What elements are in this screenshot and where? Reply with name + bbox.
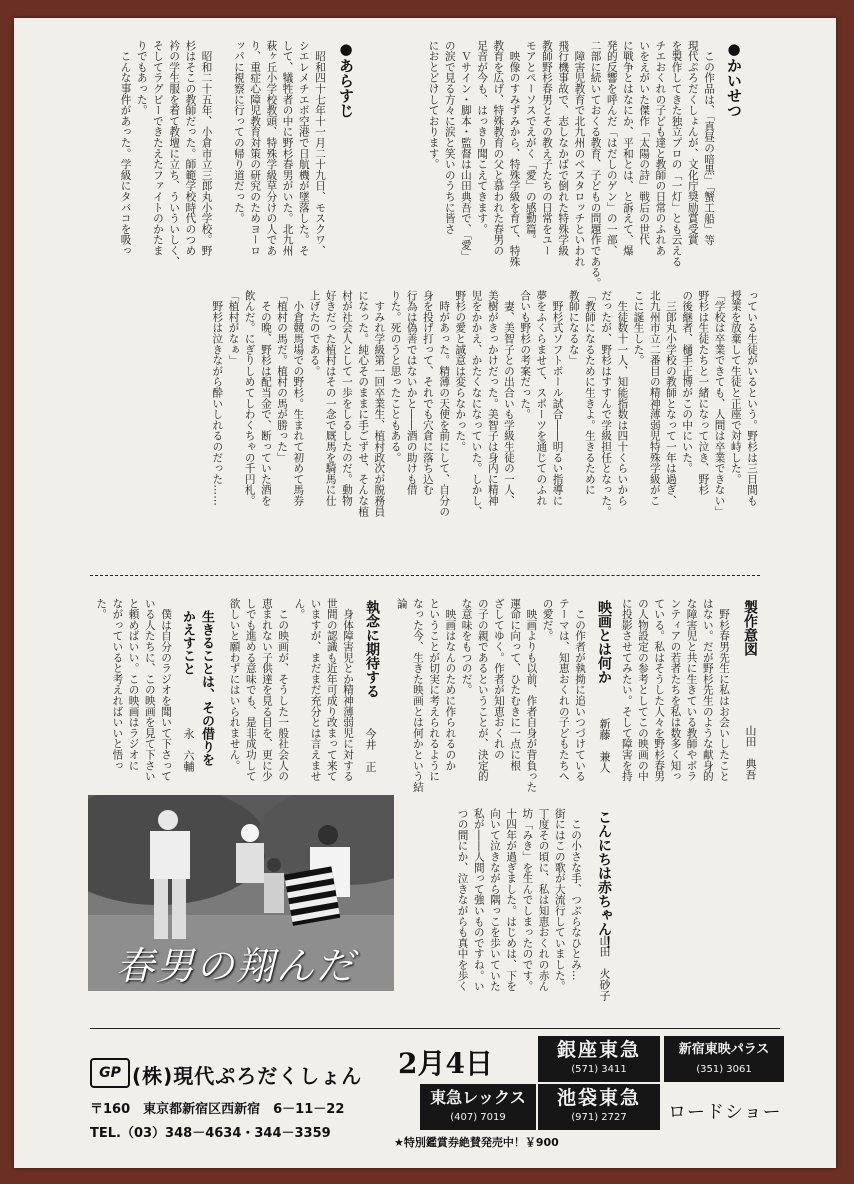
section-divider bbox=[90, 575, 760, 576]
special-ticket-notice: ★特別鑑賞券絶賛発売中！￥900 bbox=[394, 1136, 559, 1149]
theater-tokyu-rex bbox=[420, 1084, 536, 1130]
author-yamada-hisako: 山田 火砂子 bbox=[598, 935, 611, 1001]
footer-divider bbox=[90, 1028, 780, 1029]
theater-name: 新宿東映パラス bbox=[678, 1042, 770, 1057]
theater-ikebukuro-tokyu bbox=[538, 1084, 660, 1130]
konnichiwa-text: この小さな手、つぶらなひとみ… 街にはこの歌が大流行していました。 丁度その頃に、私は知恵おくれの赤ん 坊「みき」を生んでしまったのです。 十四年が過ぎました。はじめは、下を 向いて泣きながら隅っこを歩いていた 私が――人間って強いものですね。い つの間にか、泣きながらも真中を歩く bbox=[456, 808, 582, 992]
eiga-text: この作者が執拗に追いつづけている テーマは、知恵おくれの子どもたちへ の愛だ。 映画よりも以前、作者自身が背負った 運命に向って、ひたむきに一点に根 ざしてゆく。作者が知恵おくれの の子の親であるということが、決定的 な意味をもつのだ。 映画はなんのために作られるのか ということが切実に考えられるように なった今、生きた映画とは何かという結論 bbox=[395, 598, 586, 793]
author-imai-tadashi: 今井 正 bbox=[364, 728, 377, 772]
author-ei-rokusuke: 永 六輔 bbox=[182, 728, 195, 772]
company-tel: TEL.（03）348－4634・344－3359 bbox=[90, 1126, 331, 1141]
seisaku-text: 野杉春男先生に私はお会いしたこと はない。だが野杉先生のような献身的 な障害児と共に生きている教師やボラ ンティアの若者たちを私は数多く知っ ている。私はそうした人々を野杉春男 の人物設定の参考としてこの映画の中 に投影させてみたい。そして障害を持 bbox=[620, 598, 730, 782]
theater-name: 池袋東急 bbox=[556, 1087, 641, 1109]
author-yamada-tengo: 山田 典吾 bbox=[744, 725, 757, 780]
arasuji-text: 昭和四十七年十一月二十九日、モスクワ、 シエレメチエボ空港で日航機が墜落した。そ して、犠牲者の中に野杉春男がいた。北九州 萩ヶ丘小学校教頭、特殊学級草分けの人であ り、重症心障児教育対策の研究のためヨーロ ッパに視察に行っての帰り道だった。 昭和二十五年、小倉市立三郎丸小学校。野 杉はそこの教師だった。師範学校時代のつめ 衿の学生服を着て教壇に立ち、ういういしく、 そしてラグビーできたえたファイトのかたま りでもあった。 こんな事件があった。学級にタバコを吸っ bbox=[119, 40, 326, 267]
premiere-date: 2月4日 bbox=[398, 1047, 493, 1080]
arasuji-text-continued: っている生徒がいるという。野杉は三日間も 授業を放棄して生徒と正座で対峙した。 「学校は卒業できても、人間は卒業できない」 野杉は生徒たちと一緒になって泣き、野杉 の後継者、樋手正博がこの中にいた。 三郎丸小学校の教師となって一年は過ぎ、 北九州市立二番目の精神薄弱児特殊学級がこ こに誕生した。 生徒数十一人、知能指数は四十くらいから だったが、野杉はすすんで学級担任となった。 「教師になるために生きよ。生きるために 教師になるな」 野杉式ソフトボール試合――明るい指導に 夢をふくらませて、スポーツを通じてのふれ 合いも野杉の考案だった。 妻、美智子との出合いも学級生徒の一人、 美樹がきっかけだった。美智子は身内に精神 児をかかえ、かたくなになっていた。しかし、 野杉の愛と誠意は変らなかった。 時があった。精薄の天使を前にして、自分の 身を投げ打って、それでも穴倉に落ち込む 行為は偽善ではないかと――酒の助けも借 りた。死のうと思ったこともある。 すみれ学級第一回卒業生、植村政次が脱務員 になった。純心そのままに手ごずせ、そんな植 村が社会人として一歩をしるしたのだ。動物 好きだった植村はその一念で厩馬を騎馬に仕 上げたのである。 小倉競馬場での野杉。生まれて初めて馬券 「植村の馬だ。植村の馬が勝った」 その晩、野杉は配当金で、断っていた酒を 飲んだ。にぎりしめてしわくちゃの千円札。 「植村がなぁ」 野杉は泣きながら酔いしれるのだった…… bbox=[211, 290, 758, 517]
movie-still-photo bbox=[88, 795, 394, 991]
theater-shinjuku-toei-palace bbox=[664, 1036, 784, 1082]
section-heading-kaisetsu: ●かいせつ bbox=[725, 40, 743, 118]
ikiru-text: 僕は自分のラジオを聞いて下さって いる人たちに、この映画を見て下さい と頼めばいい。この映画はラジオに ながっていると考えればいいと悟った。 bbox=[95, 598, 172, 782]
heading-ikiru-koto: 生きることは、その借りをかえすこと bbox=[180, 610, 214, 766]
heading-konnichiwa-akachan: こんにちは赤ちゃん！ bbox=[596, 810, 612, 950]
theater-ginza-tokyu bbox=[538, 1036, 660, 1082]
roadshow-label: ロードショー bbox=[668, 1102, 782, 1123]
theater-phone: (971) 2727 bbox=[571, 1112, 627, 1123]
author-shindo-kaneto: 新藤 兼人 bbox=[598, 718, 611, 773]
gp-logo-icon: GP bbox=[90, 1058, 130, 1088]
movie-title-calligraphy: 春男の翔んだ bbox=[116, 944, 357, 988]
theater-name: 東急レックス bbox=[430, 1088, 526, 1107]
heading-seisaku-ito: 製作意図 bbox=[742, 600, 758, 656]
section-heading-arasuji: ●あらすじ bbox=[337, 40, 355, 118]
theater-name: 銀座東急 bbox=[556, 1039, 641, 1061]
heading-shunen: 執念に期待する bbox=[364, 600, 380, 698]
theater-phone: (407) 7019 bbox=[450, 1112, 506, 1123]
kaisetsu-text: この作品は、「真昼の暗黒」「蟹工船」等 現代ぷろだくしょんが、文化庁奨励賞受賞 を製作してきた独立プロの「一灯」とも云える チエおくれの子ども達と教師の日常のふれあ いをえがいた傑作「太陽の詩」戦后の世代 に戦争とはなにか、平和とは、と訴えて、爆 発的反響を呼んだ「はだしのゲン」の一部、 二部に続いておくる教育、子どもの問題作である。 障害児教育で北九州のペスタロッチといわれ 飛行機事故で、志しなかばで倒れた特殊学級 教師野杉春男とその教え子たちの日常をユー モアとペーソスでえがく「愛」の感動篇。 映像のすみずみから、特殊学級を育て、特殊 教育を広げ、特殊教育の父と慕われた春男の 足音が今も、はっきり聞こえてきます。 Ｖサイン・脚本・監督は山田典吾で、「愛」 の涙で見る方々に涙と笑いのうちに皆さ におとどけしております。 bbox=[427, 40, 715, 289]
theater-phone: (571) 3411 bbox=[571, 1064, 627, 1075]
company-name: (株)現代ぷろだくしょん bbox=[132, 1064, 363, 1088]
heading-eiga-towa: 映画とは何か bbox=[596, 600, 612, 684]
theater-phone: (351) 3061 bbox=[696, 1064, 752, 1075]
shunen-text: 身体障害児とか精神薄弱児に対する 世間の認識も近年可成り改まって来て いますが、まだまだ充分とは言えませ ん。 この映画が、そうした一般社会人の 恵まれない子供達を見る目を、更に少 しでも進める意味でも、是非成功して 欲しいと願わずにはいられません。 bbox=[228, 598, 354, 782]
company-address: 〒160 東京都新宿区西新宿 6－11－22 bbox=[90, 1102, 345, 1117]
